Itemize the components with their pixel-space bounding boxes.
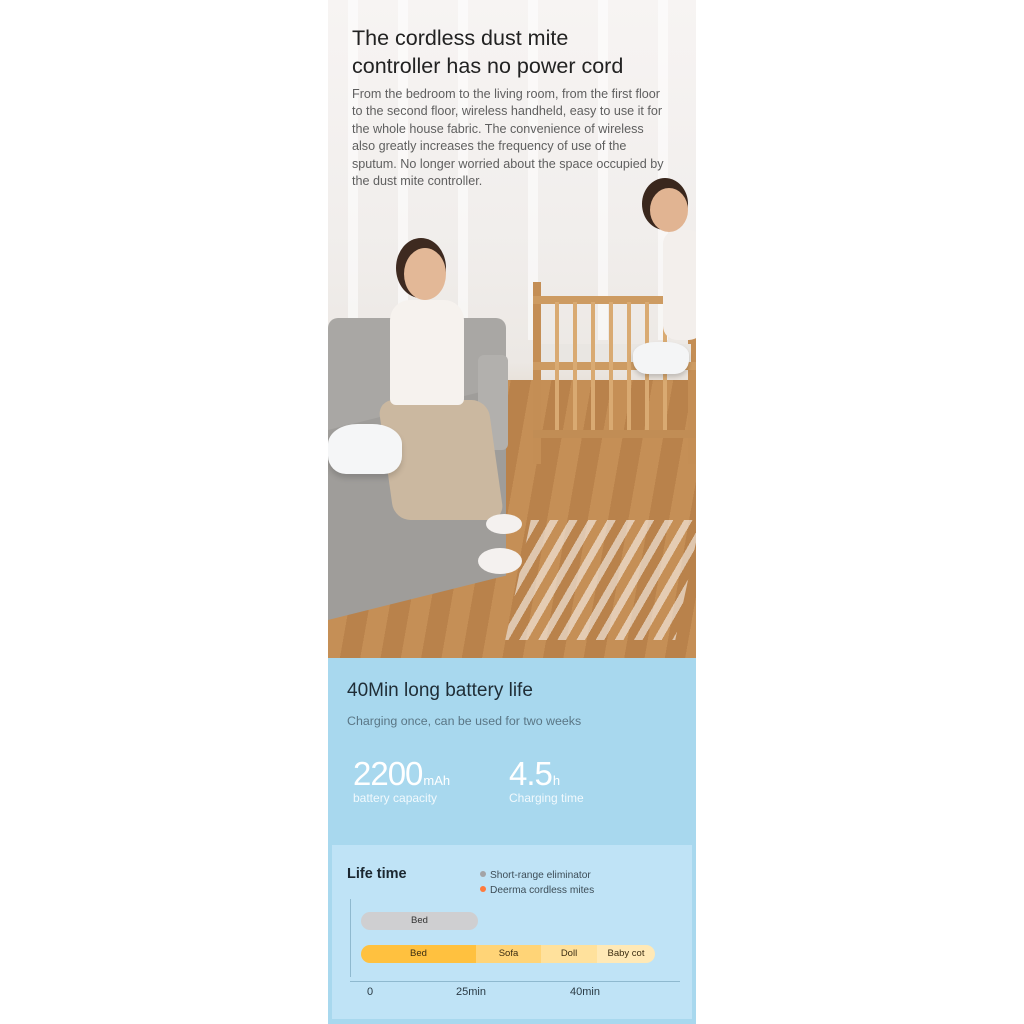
- product-panel: [328, 0, 696, 1024]
- life-time-card: [332, 845, 692, 1019]
- dust-mite-controller-device: [328, 424, 402, 474]
- charging-time-stat: [509, 757, 584, 805]
- photo-section-title: The cordless dust mite controller has no power cord: [352, 26, 624, 78]
- life-time-title: Life time: [347, 866, 407, 882]
- battery-section: [328, 658, 696, 1024]
- battery-capacity-stat: [353, 757, 450, 805]
- tick-label: 0: [367, 986, 374, 998]
- battery-title: 40Min long battery life: [347, 680, 533, 701]
- life-time-legend: [480, 869, 594, 898]
- bar-segment-baby-cot: Baby cot: [597, 945, 655, 963]
- bar-segment-sofa: Sofa: [476, 945, 541, 963]
- tick-label: 25min: [456, 986, 486, 998]
- stat-unit: mAh: [423, 773, 451, 788]
- chart-axis: [350, 899, 351, 977]
- stat-value: 2200: [353, 755, 423, 792]
- tick-label: 40min: [570, 986, 600, 998]
- short-range-bar: Bed: [361, 912, 478, 930]
- standing-woman-head: [650, 188, 688, 232]
- stat-value: 4.5: [509, 755, 552, 792]
- stat-label: battery capacity: [353, 791, 438, 805]
- lifestyle-photo: [328, 0, 696, 658]
- battery-subtitle: Charging once, can be used for two weeks: [347, 714, 582, 728]
- legend-label: Deerma cordless mites: [490, 884, 595, 896]
- bar-segment-bed: Bed: [361, 945, 476, 963]
- slipper: [486, 514, 522, 534]
- slipper: [478, 548, 522, 574]
- stat-label: Charging time: [509, 791, 584, 805]
- legend-item-deerma: [480, 884, 594, 899]
- sunlight-reflection: [505, 520, 696, 640]
- legend-label: Short-range eliminator: [490, 870, 591, 881]
- stat-unit: h: [552, 773, 561, 788]
- chart-baseline: [350, 981, 680, 982]
- legend-dot-icon: [480, 886, 486, 892]
- seated-woman-head: [404, 248, 446, 300]
- dust-mite-controller-device: [633, 342, 689, 374]
- photo-section-description: From the bedroom to the living room, from the first floor to the second floor, wireless handheld, easy to use it for the whole house fabric. The convenience of wireless also greatly increases the frequency of use of the sputum. No longer worried about the space occupied by the dust mite controller.: [352, 87, 664, 189]
- seated-woman-blouse: [390, 300, 464, 405]
- standing-woman-body: [663, 230, 696, 340]
- bar-segment-doll: Doll: [541, 945, 597, 963]
- legend-item-short-range: [480, 869, 594, 884]
- legend-dot-icon: [480, 871, 486, 877]
